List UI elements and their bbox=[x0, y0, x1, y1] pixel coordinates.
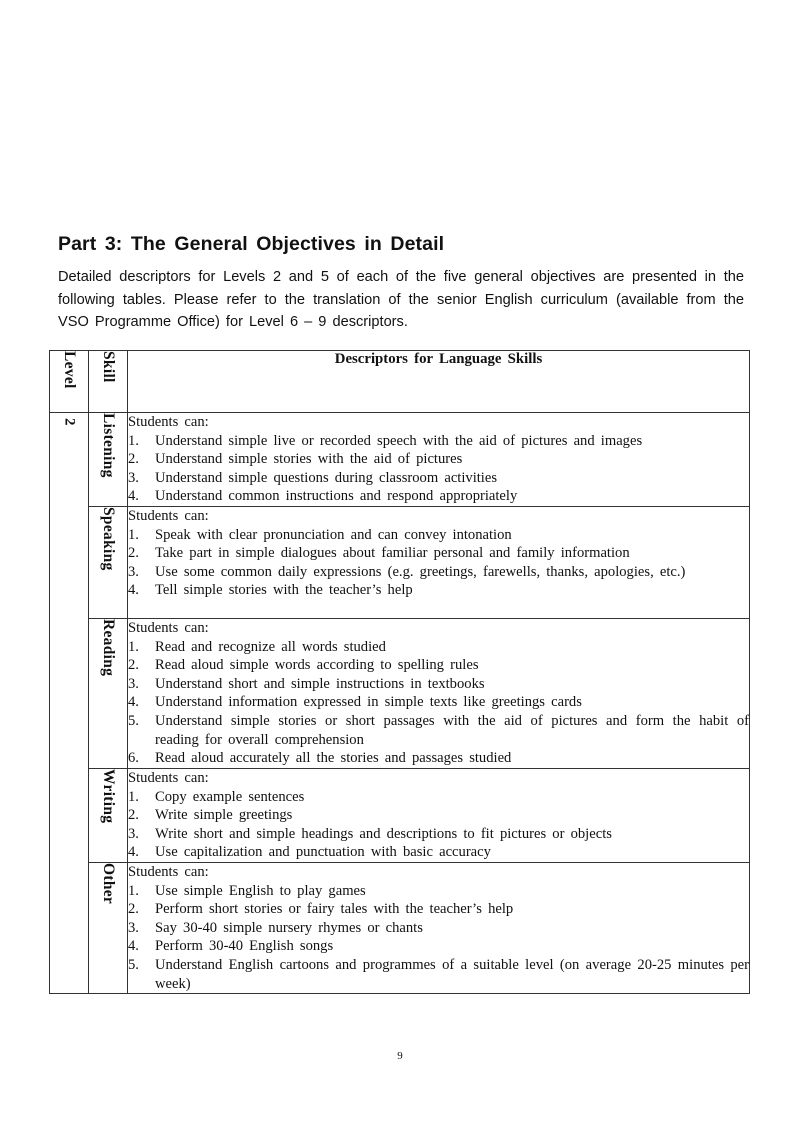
descriptor-item-text: Say 30-40 simple nursery rhymes or chants bbox=[155, 919, 423, 936]
descriptor-item-text: Perform 30-40 English songs bbox=[155, 938, 334, 955]
skill-label: Reading bbox=[100, 619, 117, 677]
descriptor-item-number: 3. bbox=[128, 469, 139, 486]
descriptor-item-text: Use some common daily expressions (e.g. greetings, farewells, thanks, apologies, etc.) bbox=[155, 563, 686, 580]
descriptor-item-text: Tell simple stories with the teacher’s help bbox=[155, 582, 413, 599]
descriptor-item-number: 4. bbox=[128, 694, 139, 711]
descriptor-intro: Students can: bbox=[128, 414, 209, 430]
descriptor-item-number: 1. bbox=[128, 638, 139, 655]
descriptor-item-text: Use capitalization and punctuation with basic accuracy bbox=[155, 844, 491, 861]
descriptors-column-header: Descriptors for Language Skills bbox=[128, 351, 750, 413]
descriptor-item-text: Understand simple stories or short passages with the aid of pictures and form the habit of reading for overall comprehension bbox=[155, 712, 749, 748]
descriptor-item-number: 3. bbox=[128, 675, 139, 692]
descriptor-item bbox=[128, 882, 749, 901]
descriptor-list bbox=[128, 526, 749, 600]
descriptor-item bbox=[128, 563, 749, 582]
descriptor-item bbox=[128, 900, 749, 919]
skill-cell bbox=[89, 413, 128, 507]
level-header-label: Level bbox=[61, 351, 78, 389]
skill-column-header bbox=[89, 351, 128, 413]
descriptor-cell bbox=[128, 413, 750, 507]
skill-label: Other bbox=[100, 863, 117, 905]
descriptor-item-number: 2. bbox=[128, 451, 139, 468]
descriptor-item-number: 5. bbox=[128, 712, 139, 729]
descriptor-item-text: Write simple greetings bbox=[155, 807, 293, 824]
level-cell bbox=[50, 413, 89, 994]
descriptor-item bbox=[128, 581, 749, 600]
descriptor-cell bbox=[128, 507, 750, 619]
descriptor-item bbox=[128, 937, 749, 956]
descriptor-item-number: 1. bbox=[128, 432, 139, 449]
descriptor-item bbox=[128, 487, 749, 506]
descriptor-item bbox=[128, 749, 749, 768]
descriptor-item bbox=[128, 825, 749, 844]
skill-label: Writing bbox=[100, 769, 117, 824]
descriptor-item-number: 4. bbox=[128, 938, 139, 955]
table-row bbox=[50, 413, 750, 507]
descriptor-item-number: 3. bbox=[128, 563, 139, 580]
level-column-header bbox=[50, 351, 89, 413]
descriptor-item bbox=[128, 450, 749, 469]
descriptor-item bbox=[128, 712, 749, 749]
descriptor-item-number: 4. bbox=[128, 488, 139, 505]
descriptor-item-text: Understand short and simple instructions in textbooks bbox=[155, 675, 485, 692]
table-row bbox=[50, 507, 750, 619]
descriptor-cell bbox=[128, 769, 750, 863]
skill-cell bbox=[89, 619, 128, 769]
descriptor-item-number: 6. bbox=[128, 750, 139, 767]
descriptor-item-text: Speak with clear pronunciation and can convey intonation bbox=[155, 526, 512, 543]
table-body bbox=[50, 413, 750, 994]
descriptor-intro: Students can: bbox=[128, 770, 209, 786]
descriptor-item bbox=[128, 675, 749, 694]
skill-label: Listening bbox=[100, 413, 117, 478]
skill-header-label: Skill bbox=[100, 351, 117, 383]
descriptor-item-number: 2. bbox=[128, 545, 139, 562]
descriptor-item-text: Understand common instructions and respond appropriately bbox=[155, 488, 518, 505]
descriptor-item-number: 2. bbox=[128, 657, 139, 674]
intro-paragraph: Detailed descriptors for Levels 2 and 5 of each of the five general objectives are presented in the following tables. Please refer to the translation of the senior English curriculum (available from the VSO Programme Office) for Level 6 – 9 descriptors. bbox=[58, 269, 744, 330]
descriptor-item-text: Understand information expressed in simple texts like greetings cards bbox=[155, 694, 582, 711]
descriptor-item bbox=[128, 919, 749, 938]
descriptor-item-text: Copy example sentences bbox=[155, 788, 305, 805]
descriptor-item-number: 2. bbox=[128, 901, 139, 918]
descriptor-item bbox=[128, 526, 749, 545]
descriptor-item-text: Read aloud simple words according to spelling rules bbox=[155, 657, 479, 674]
descriptor-item bbox=[128, 638, 749, 657]
table-row bbox=[50, 769, 750, 863]
descriptor-item bbox=[128, 843, 749, 862]
descriptor-cell bbox=[128, 863, 750, 994]
descriptor-list bbox=[128, 432, 749, 506]
descriptor-item-text: Read and recognize all words studied bbox=[155, 638, 386, 655]
level-value: 2 bbox=[61, 417, 78, 425]
descriptor-item-text: Understand English cartoons and programmes of a suitable level (on average 20-25 minutes per week) bbox=[155, 956, 749, 992]
skill-cell bbox=[89, 507, 128, 619]
descriptor-item-number: 4. bbox=[128, 582, 139, 599]
descriptor-item-number: 1. bbox=[128, 882, 139, 899]
descriptor-item-text: Perform short stories or fairy tales with the teacher’s help bbox=[155, 901, 514, 918]
descriptor-item-number: 1. bbox=[128, 526, 139, 543]
descriptor-item bbox=[128, 432, 749, 451]
descriptor-item-text: Understand simple live or recorded speech with the aid of pictures and images bbox=[155, 432, 643, 449]
skill-label: Speaking bbox=[100, 507, 117, 571]
page-number: 9 bbox=[397, 1050, 403, 1062]
table-row bbox=[50, 863, 750, 994]
descriptor-item bbox=[128, 788, 749, 807]
descriptor-item-number: 5. bbox=[128, 956, 139, 973]
descriptor-cell bbox=[128, 619, 750, 769]
table-row bbox=[50, 619, 750, 769]
table-header-row bbox=[50, 351, 750, 413]
descriptor-item-number: 4. bbox=[128, 844, 139, 861]
descriptor-intro: Students can: bbox=[128, 864, 209, 880]
descriptor-item bbox=[128, 656, 749, 675]
descriptors-table bbox=[49, 350, 750, 994]
skill-cell bbox=[89, 863, 128, 994]
descriptor-list bbox=[128, 638, 749, 768]
descriptor-item bbox=[128, 956, 749, 993]
descriptor-item-text: Take part in simple dialogues about familiar personal and family information bbox=[155, 545, 630, 562]
descriptor-item-text: Read aloud accurately all the stories and passages studied bbox=[155, 750, 512, 767]
descriptor-item-number: 3. bbox=[128, 919, 139, 936]
descriptor-item-text: Understand simple questions during classroom activities bbox=[155, 469, 498, 486]
skill-cell bbox=[89, 769, 128, 863]
descriptor-item-text: Write short and simple headings and descriptions to fit pictures or objects bbox=[155, 825, 612, 842]
descriptor-item-number: 1. bbox=[128, 788, 139, 805]
descriptor-intro: Students can: bbox=[128, 508, 209, 524]
descriptor-item bbox=[128, 544, 749, 563]
descriptor-item-number: 3. bbox=[128, 825, 139, 842]
descriptor-item bbox=[128, 806, 749, 825]
descriptor-item-text: Use simple English to play games bbox=[155, 882, 366, 899]
descriptor-item-text: Understand simple stories with the aid of pictures bbox=[155, 451, 463, 468]
descriptor-list bbox=[128, 788, 749, 862]
descriptor-item-number: 2. bbox=[128, 807, 139, 824]
descriptor-intro: Students can: bbox=[128, 620, 209, 636]
descriptor-list bbox=[128, 882, 749, 994]
page-title: Part 3: The General Objectives in Detail bbox=[58, 233, 445, 255]
descriptor-item bbox=[128, 469, 749, 488]
descriptor-item bbox=[128, 693, 749, 712]
